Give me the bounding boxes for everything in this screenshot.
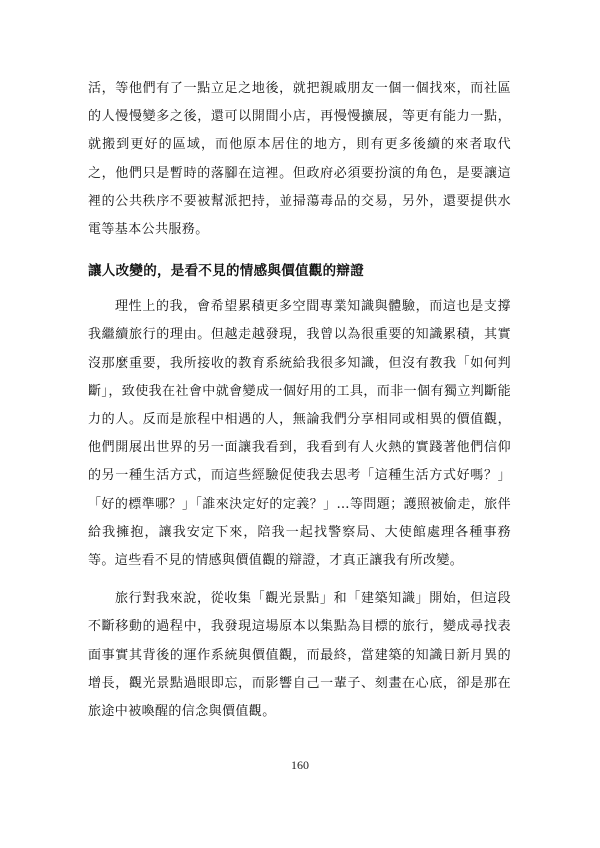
page-number: 160 [291,758,309,772]
paragraph-gap [88,575,511,585]
paragraph-3: 旅行對我來說，從收集「觀光景點」和「建築知識」開始，但這段不斷移動的過程中，我發現這場原本以集點為目標的旅行，變成尋找表面事實其背後的運作系統與價值觀，而最終，當建築的知識日新月異的增長，觀光景點過眼即忘，而影響自己一輩子、刻畫在心底，卻是那在旅途中被喚醒的信念與價值觀。 [88,591,511,720]
section-heading: 讓人改變的，是看不見的情感與價值觀的辯證 [88,263,364,280]
paragraph-2: 理性上的我，會希望累積更多空間專業知識與體驗，而這也是支撐我繼續旅行的理由。但越走越發現，我曾以為很重要的知識累積，其實沒那麼重要，我所接收的教育系統給我很多知識，但沒有教我「如何判斷」，致使我在社會中就會變成一個好用的工具，而非一個有獨立判斷能力的人。反而是旅程中相遇的人，無論我們分享相同或相異的價值觀，他們開展出世界的另一面讓我看到，我看到有人火熱的實踐著他們信仰的另一種生活方式，而這些經驗促使我去思考「這種生活方式好嗎？」「好的標準哪？」「誰來決定好的定義？」…等問題；護照被偷走，旅伴給我擁抱，讓我安定下來，陪我一起找警察局、大使館處理各種事務等。這些看不見的情感與價值觀的辯證，才真正讓我有所改變。 [88,299,511,569]
page-body [88,75,511,726]
paragraph-continued: 活，等他們有了一點立足之地後，就把親戚朋友一個一個找來，而社區的人慢慢變多之後，還可以開間小店，再慢慢擴展，等更有能力一點，就搬到更好的區域，而他原本居住的地方，則有更多後續的來者取代之，他們只是暫時的落腳在這裡。但政府必須要扮演的角色，是要讓這裡的公共秩序不要被幫派把持，並掃蕩毒品的交易，另外，還要提供水電等基本公共服務。 [88,81,511,238]
